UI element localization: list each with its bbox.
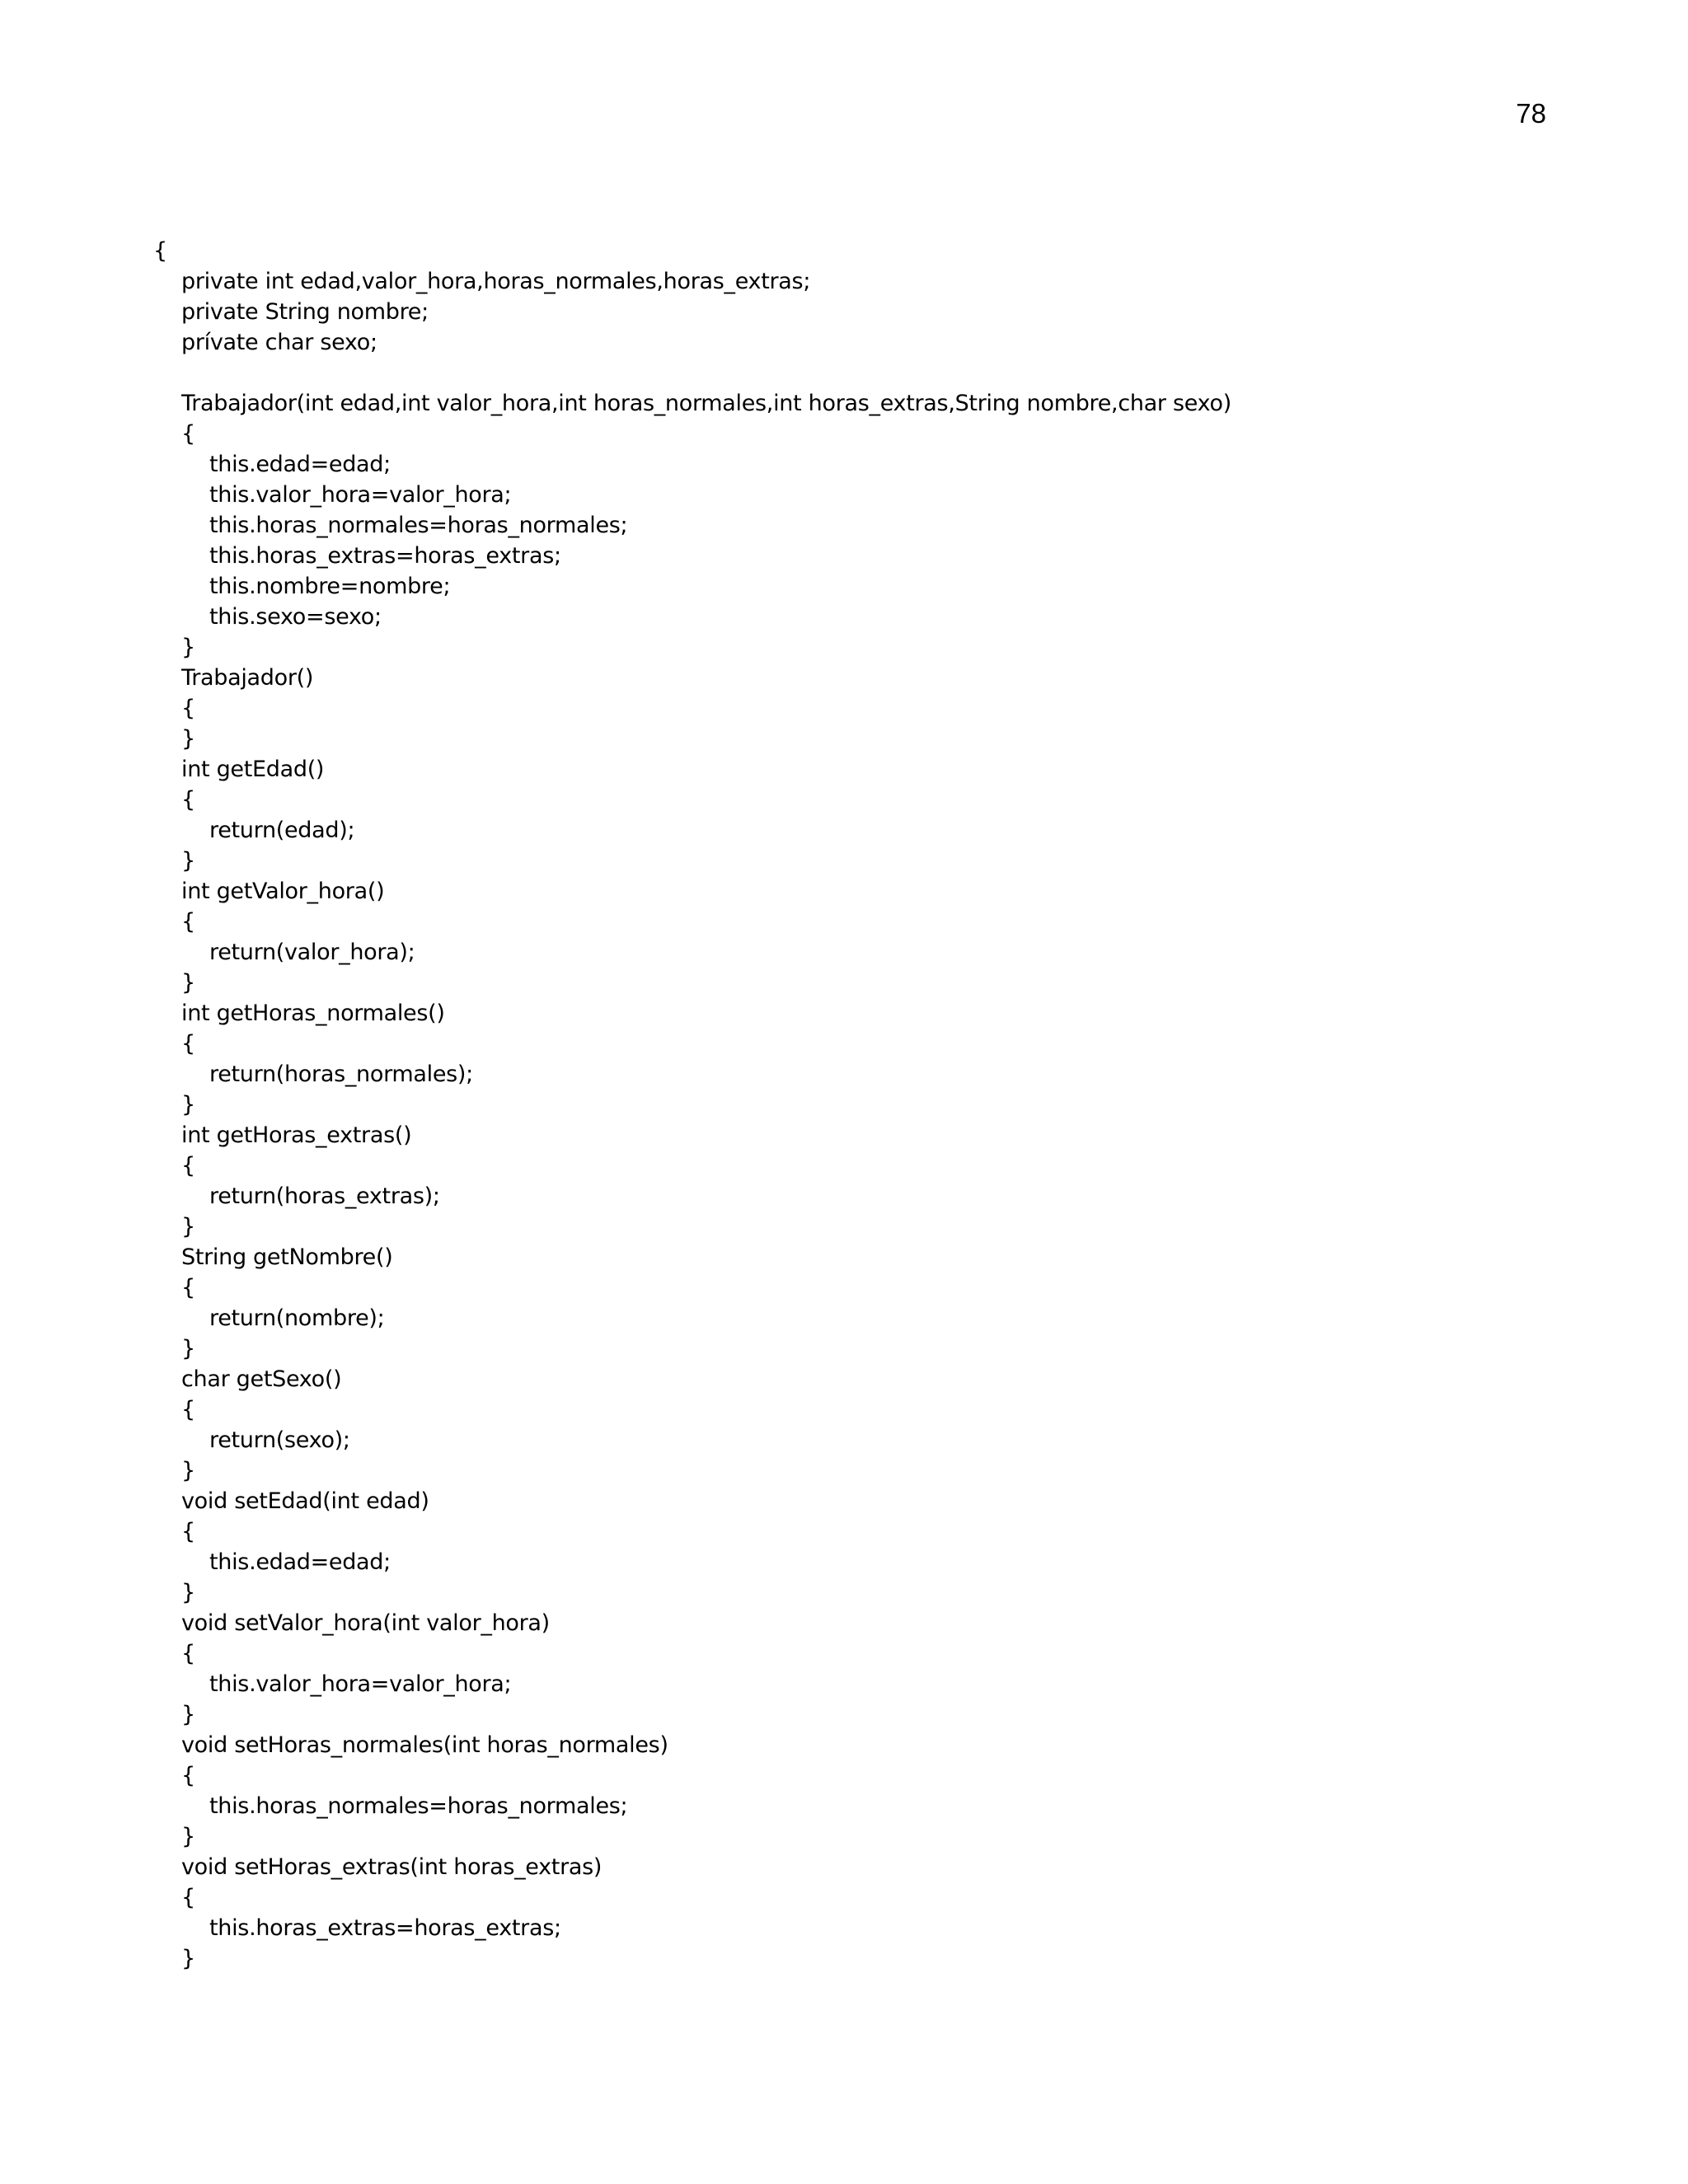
code-line: int getHoras_normales() — [181, 1001, 445, 1026]
code-line: private int edad,valor_hora,horas_normales,horas_extras; — [181, 269, 811, 294]
code-line: { — [181, 1519, 195, 1544]
code-line: private String nombre; — [181, 299, 429, 325]
code-line: void setEdad(int edad) — [181, 1488, 429, 1514]
code-line: return(nombre); — [209, 1305, 385, 1331]
code-line: char getSexo() — [181, 1366, 342, 1392]
code-line: { — [181, 909, 195, 935]
code-line: } — [181, 1092, 195, 1118]
code-line: { — [181, 1153, 195, 1179]
code-line: Trabajador(int edad,int valor_hora,int horas_normales,int horas_extras,String nombre,char sexo) — [181, 391, 1231, 416]
code-line: } — [181, 970, 195, 996]
code-line: void setValor_hora(int valor_hora) — [181, 1610, 550, 1636]
code-line: } — [181, 1214, 195, 1240]
code-line: int getValor_hora() — [181, 879, 385, 904]
code-line: this.edad=edad; — [209, 452, 391, 477]
code-line: return(sexo); — [209, 1427, 350, 1453]
page-number: 78 — [1516, 98, 1546, 129]
code-line: } — [181, 1580, 195, 1605]
code-line: { — [181, 1275, 195, 1301]
code-line: { — [181, 696, 195, 721]
code-line: } — [181, 1336, 195, 1361]
code-line — [153, 358, 1231, 388]
code-line: } — [181, 1702, 195, 1727]
code-line: { — [181, 421, 195, 447]
code-listing — [153, 236, 1231, 1974]
code-line: { — [181, 1763, 195, 1788]
code-line: this.horas_normales=horas_normales; — [209, 513, 628, 538]
code-line: { — [153, 238, 167, 264]
code-line: void setHoras_normales(int horas_normales) — [181, 1732, 668, 1758]
code-line: void setHoras_extras(int horas_extras) — [181, 1854, 603, 1880]
code-line: { — [181, 1397, 195, 1422]
code-line: prívate char sexo; — [181, 330, 377, 355]
code-line: } — [181, 848, 195, 874]
code-line: { — [181, 787, 195, 813]
code-line: } — [181, 726, 195, 752]
code-line: this.valor_hora=valor_hora; — [209, 482, 512, 508]
code-line: return(horas_extras); — [209, 1183, 440, 1209]
code-line: { — [181, 1885, 195, 1910]
code-line: this.horas_extras=horas_extras; — [209, 543, 561, 569]
code-line: } — [181, 1946, 195, 1971]
code-line: Trabajador() — [181, 665, 314, 691]
code-line: return(edad); — [209, 818, 355, 843]
code-line: { — [181, 1641, 195, 1666]
code-line: { — [181, 1031, 195, 1057]
code-line: this.horas_extras=horas_extras; — [209, 1915, 561, 1941]
code-line: this.valor_hora=valor_hora; — [209, 1671, 512, 1697]
code-line: String getNombre() — [181, 1244, 393, 1270]
code-line: return(valor_hora); — [209, 940, 415, 965]
code-line: } — [181, 1458, 195, 1483]
code-line: int getHoras_extras() — [181, 1122, 412, 1148]
code-line: this.horas_normales=horas_normales; — [209, 1793, 628, 1819]
code-line: } — [181, 1824, 195, 1849]
code-line: this.edad=edad; — [209, 1549, 391, 1575]
code-line: this.sexo=sexo; — [209, 604, 382, 630]
code-line: return(horas_normales); — [209, 1062, 473, 1087]
code-line: } — [181, 635, 195, 660]
code-line: int getEdad() — [181, 757, 325, 782]
code-line: this.nombre=nombre; — [209, 574, 451, 599]
